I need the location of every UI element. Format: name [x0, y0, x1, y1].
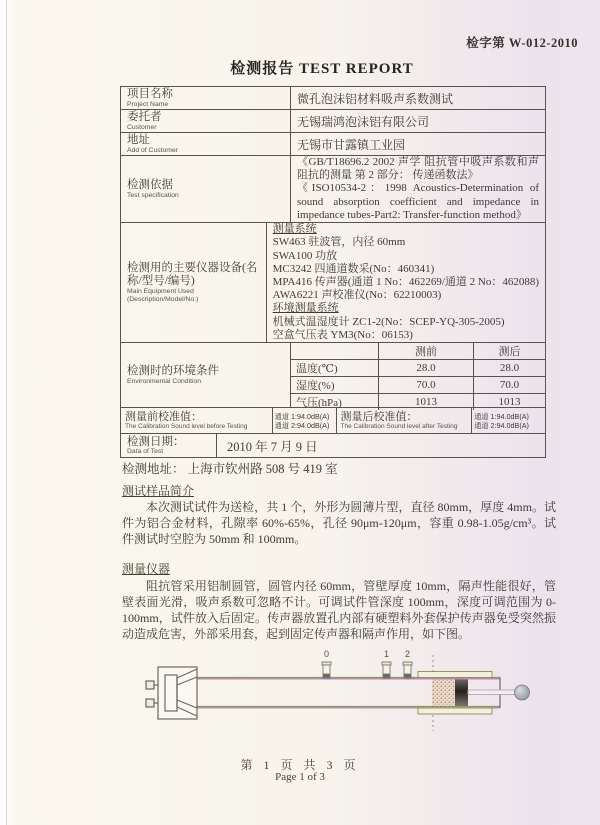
env-after-value: 70.0 — [499, 379, 520, 391]
page-title: 检测报告 TEST REPORT — [230, 61, 414, 77]
calibration-before-values — [273, 408, 337, 433]
environment-label — [121, 343, 291, 407]
label-cn: 项目名称 — [127, 87, 173, 100]
equipment-item: 空盒气压表 YM3(No：06153) — [272, 328, 413, 341]
label-cn: 检测日期： — [127, 435, 185, 448]
page-footer-en: Page 1 of 3 — [275, 771, 325, 783]
piston-rod — [468, 690, 516, 695]
equipment-item: AWA6221 声校准仪(No：62210003) — [272, 289, 442, 302]
calibration-before-label — [121, 408, 273, 433]
env-param: 温度(℃) — [291, 360, 379, 376]
test-sample-block — [432, 680, 455, 707]
test-date-value: 2010 年 7 月 9 日 — [227, 439, 318, 454]
channel-2-level: 通道 2:94.0dB(A) — [474, 420, 529, 430]
test-address-line — [122, 459, 338, 477]
microphone-port-0 — [322, 662, 331, 678]
mic-label-1: 1 — [384, 649, 390, 659]
table-row-test-spec — [121, 156, 545, 223]
test-date-label — [121, 434, 217, 457]
label-en: Test specification — [127, 191, 179, 199]
label-en: Customer — [127, 123, 157, 131]
mic-label-0: 0 — [324, 649, 330, 659]
sample-section-body: 本次测试试件为送检，共 1 个，外形为圆薄片型，直径 80mm，厚度 4mm。试件为铝合金材料，孔隙率 60%-65%，孔径 90μm-120μm，容重 0.98-1.05g/cm³。试件测试时空腔为 50mm 和 100mm。 — [122, 500, 556, 546]
env-before-value: 1013 — [379, 394, 474, 410]
label-cn: 委托者 — [127, 110, 162, 123]
label-cn: 检测时的环境条件 — [127, 364, 219, 377]
env-row-temperature — [291, 360, 545, 377]
env-param: 湿度(%) — [291, 377, 379, 393]
equipment-list — [267, 223, 545, 342]
loudspeaker-icon — [146, 667, 197, 719]
equipment-group-title: 环境测量系统 — [272, 302, 339, 315]
env-param: 气压(hPa) — [291, 394, 379, 410]
label-cn: 测量前校准值： — [125, 410, 202, 423]
equipment-item: SW463 驻波管，内径 60mm — [272, 236, 406, 249]
report-info-table — [120, 86, 546, 458]
label-en: Project Name — [127, 100, 169, 108]
project-name-label — [121, 87, 291, 109]
label-cn: 检测用的主要仪器设备(名称/型号/编号) — [127, 261, 258, 287]
env-after-value: 1013 — [498, 396, 521, 408]
table-row-equipment — [121, 223, 545, 343]
equipment-item: 机械式温湿度计 ZC1-2(No：SCEP-YQ-305-2005) — [272, 315, 505, 328]
table-row-calibration — [121, 408, 545, 434]
env-row-humidity — [291, 377, 545, 394]
calibration-after-label — [337, 408, 473, 433]
equipment-item: MC3242 四通道数采(No：460341) — [272, 262, 435, 275]
calibration-after-values — [472, 408, 545, 433]
customer-value: 无锡瑞鸿泡沫铝有限公司 — [297, 114, 430, 129]
microphone-port-1 — [382, 662, 391, 678]
environment-subtable — [291, 343, 545, 407]
label-en: The Calibration Sound level before Testing — [125, 422, 248, 430]
env-before-value: 28.0 — [379, 360, 474, 376]
test-address-label: 检测地址： — [122, 462, 185, 476]
env-param-header — [291, 343, 379, 359]
label-cn: 测量后校准值： — [340, 410, 418, 423]
spec-line-gb: 《GB/T18696.2 2002 声学 阻抗管中吸声系数和声阻抗的测量 第 2 部分： 传递函数法》 — [297, 156, 539, 182]
label-en: The Calibration Sound level after Testing — [340, 422, 458, 430]
label-en: Environmental Condition — [127, 377, 202, 385]
channel-1-level: 通道 1:94.0dB(A) — [474, 411, 529, 421]
piston-head — [455, 680, 468, 707]
table-row-environment — [121, 343, 545, 408]
instrument-section-heading: 测量仪器 — [122, 562, 171, 576]
report-ref-number: 检字第 W-012-2010 — [466, 36, 578, 50]
test-address-value: 上海市钦州路 508 号 419 室 — [187, 462, 338, 476]
address-label — [121, 133, 291, 155]
page-footer-cn: 第 1 页 共 3 页 — [240, 758, 360, 772]
env-header-row — [291, 343, 545, 360]
project-name-value: 微孔泡沫铝材料吸声系数测试 — [297, 91, 454, 106]
spec-line-iso: 《ISO10534-2：1998 Acoustics-Determination of sound absorption coefficient and impedance in impedance tubes-Part2: Transfer-function method》 — [297, 182, 539, 221]
env-before-header: 测前 — [379, 343, 474, 359]
label-cn: 检测依据 — [127, 178, 173, 191]
table-row-address — [121, 133, 545, 156]
equipment-item: SWA100 功放 — [272, 249, 338, 262]
sample-section-heading: 测试样品简介 — [122, 484, 195, 498]
test-spec-value — [291, 156, 545, 222]
piston-handle-ball — [515, 685, 530, 700]
table-row-test-date — [121, 434, 545, 457]
env-after-value: 28.0 — [499, 362, 520, 374]
equipment-item: MPA416 传声器(通道 1 No：462269/通道 2 No：462088) — [272, 275, 539, 288]
test-spec-label — [121, 156, 291, 222]
equipment-label — [121, 223, 267, 342]
env-before-value: 70.0 — [379, 377, 474, 393]
customer-label — [121, 110, 291, 132]
label-en: Data of Test — [127, 447, 164, 455]
table-row-project — [121, 87, 545, 110]
mic-label-2: 2 — [405, 649, 411, 659]
address-value: 无锡市甘露镇工业园 — [297, 137, 406, 152]
label-en: Main Equipment Used (Description/Model/No.) — [127, 287, 199, 303]
microphone-port-2 — [403, 662, 412, 678]
equipment-group-title: 测量系统 — [272, 223, 317, 236]
channel-2-level: 通道 2:94.0dB(A) — [274, 420, 330, 430]
label-cn: 地址 — [127, 133, 150, 146]
channel-1-level: 通道 1:94.0dB(A) — [274, 411, 330, 421]
instrument-section-body: 阻抗管采用铝制圆管，圆管内径 60mm，管壁厚度 10mm，隔声性能很好，管壁表面光滑，吸声系数可忽略不计。可调试件管深度 100mm，深度可调范围为 0-100mm，试件放入后固定。传声器放置孔内部有硬塑料外套保护传声器免受突然振动造成危害，外部采用套，起到固定传声器和隔声作用，如下图。 — [122, 579, 556, 641]
label-en: Add of Customer — [127, 146, 178, 154]
table-row-customer — [121, 110, 545, 133]
impedance-tube-diagram — [0, 645, 600, 760]
env-after-header: 测后 — [498, 346, 521, 358]
